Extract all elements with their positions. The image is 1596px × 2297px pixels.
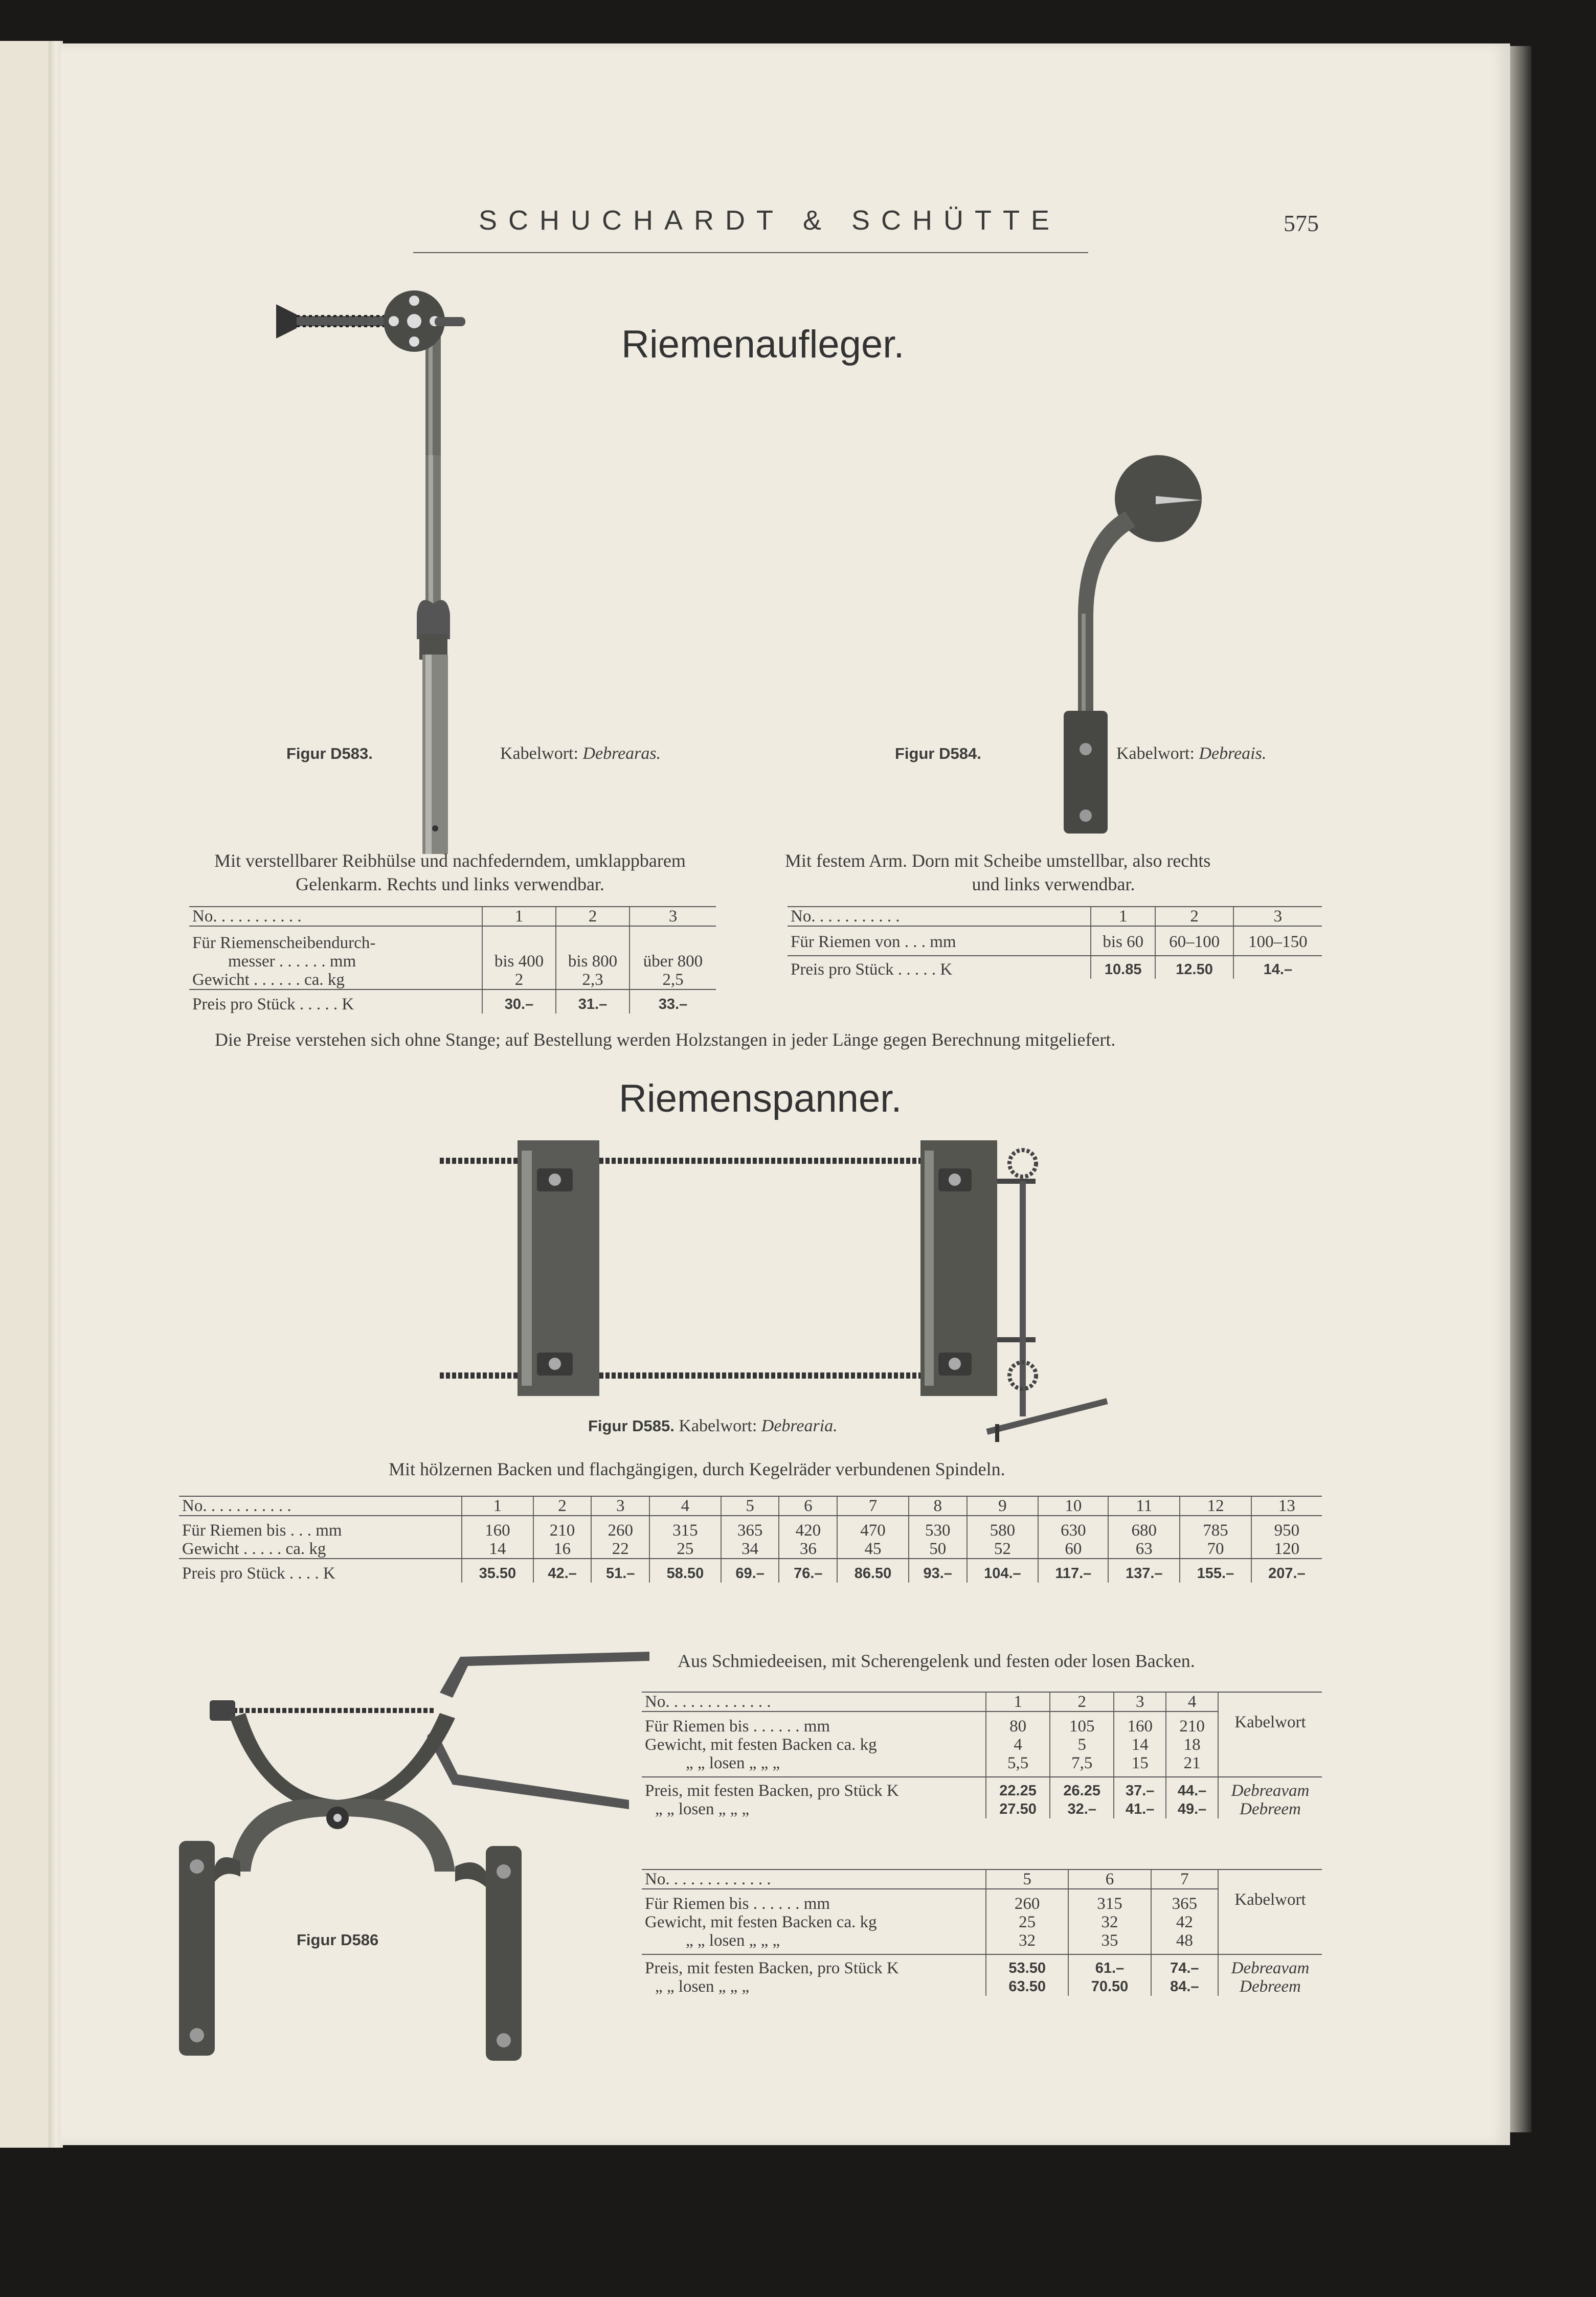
table-cell: 680 — [1108, 1516, 1180, 1540]
section-title-riemenaufleger: Riemenaufleger. — [621, 323, 905, 366]
table-cell: bis 400 — [482, 926, 556, 971]
price-cell: 69.– — [721, 1559, 779, 1583]
table-cell: über 800 — [630, 926, 716, 971]
figure-d586-label: Figur D586 — [297, 1931, 379, 1949]
price-cell: 51.– — [591, 1559, 649, 1583]
table-cell: 14 — [462, 1540, 533, 1559]
row-label: Preis pro Stück . . . . K — [182, 1564, 335, 1583]
price-cell: 12.50 — [1155, 956, 1233, 979]
table-cell: 315 — [649, 1516, 721, 1540]
cell-line: 365 — [1172, 1895, 1198, 1913]
price-cell: 10.85 — [1091, 956, 1155, 979]
table-cell: 2 — [556, 907, 630, 926]
figure-d586-caption — [297, 1930, 378, 1950]
price-cell: 93.– — [909, 1559, 967, 1583]
table-cell: 16 — [533, 1540, 592, 1559]
table-cell — [1166, 1712, 1218, 1777]
figure-d584-caption — [895, 744, 981, 763]
cell-line: 15 — [1131, 1754, 1149, 1772]
table-cell: 45 — [837, 1540, 909, 1559]
figure-d584-illustration — [1033, 450, 1207, 839]
figure-d584-kabelwort — [1116, 744, 1266, 763]
column-label: No. . . . . . . . . . . . . — [642, 1692, 986, 1712]
column-label: No. . . . . . . . . . . — [179, 1496, 462, 1516]
table-cell: 100–150 — [1233, 926, 1322, 956]
table-cell: 420 — [779, 1516, 837, 1540]
table-cell: 34 — [721, 1540, 779, 1559]
table-cell: 63 — [1108, 1540, 1180, 1559]
table-cell: 70 — [1180, 1540, 1251, 1559]
kabelwort-label: Kabelwort: — [679, 1416, 757, 1435]
page-number: 575 — [1284, 210, 1319, 236]
row-label-line: Für Riemen bis . . . . . . mm — [645, 1895, 830, 1913]
row-label: Gewicht . . . . . ca. kg — [179, 1540, 462, 1559]
table-cell: 210 — [533, 1516, 592, 1540]
table-row — [189, 926, 716, 971]
figure-d585-caption — [588, 1416, 838, 1436]
row-label-line: „ „ losen „ „ „ — [686, 1931, 780, 1950]
price-line: 26.25 — [1063, 1783, 1100, 1799]
kabelwort-cell — [1218, 1777, 1322, 1818]
row-label: Für Riemen bis . . . mm — [182, 1521, 342, 1540]
price-line: 37.– — [1125, 1783, 1155, 1799]
table-cell: 10 — [1038, 1496, 1108, 1516]
cell-line: 7,5 — [1071, 1754, 1093, 1772]
price-line: 44.– — [1177, 1783, 1207, 1799]
price-cell — [1068, 1954, 1151, 1996]
price-cell — [986, 1954, 1068, 1996]
table-cell: 8 — [909, 1496, 967, 1516]
kabelwort-value: Debrearas. — [582, 744, 661, 763]
kabelwort-header: Kabelwort — [1218, 1692, 1322, 1777]
table-header-row — [179, 1496, 1322, 1516]
price-cell: 155.– — [1180, 1559, 1251, 1583]
price-cell: 58.50 — [649, 1559, 721, 1583]
price-line: 22.25 — [999, 1783, 1037, 1799]
price-line: 84.– — [1170, 1978, 1199, 1995]
row-label-line: Gewicht, mit festen Backen ca. kg — [645, 1736, 877, 1754]
table-cell — [1151, 1889, 1218, 1954]
table-cell: 260 — [591, 1516, 649, 1540]
table-header-row — [788, 907, 1322, 926]
table-row — [788, 926, 1322, 956]
table-header-row — [642, 1870, 1322, 1889]
price-cell: 14.– — [1233, 956, 1322, 979]
table-cell: 3 — [591, 1496, 649, 1516]
cell-line: 32 — [1019, 1931, 1036, 1950]
description-line: Gelenkarm. Rechts und links verwendbar. — [296, 874, 604, 894]
price-cell — [1050, 1777, 1114, 1818]
table-cell: 530 — [909, 1516, 967, 1540]
row-label-line: „ „ losen „ „ „ — [655, 1800, 750, 1818]
figure-d585-label: Figur D585. — [588, 1417, 675, 1435]
kabelwort-line: Debreavam — [1231, 1782, 1310, 1800]
table-cell: 1 — [986, 1692, 1050, 1712]
header-rule — [413, 252, 1088, 253]
table-cell: 1 — [482, 907, 556, 926]
table-cell: 4 — [1166, 1692, 1218, 1712]
table-cell: bis 800 — [556, 926, 630, 971]
table-row — [189, 971, 716, 989]
table-cell: 25 — [649, 1540, 721, 1559]
table-price-row — [179, 1559, 1322, 1583]
table-cell: 5 — [986, 1870, 1068, 1889]
cell-line: 4 — [1014, 1736, 1022, 1754]
price-line: 61.– — [1095, 1960, 1125, 1976]
cell-line: 18 — [1183, 1736, 1201, 1754]
figure-d583-description — [176, 849, 724, 896]
cell-line: 315 — [1097, 1895, 1122, 1913]
price-line: 49.– — [1177, 1801, 1207, 1817]
row-label: Preis pro Stück . . . . . K — [791, 960, 953, 979]
cell-line: 35 — [1101, 1931, 1118, 1950]
table-cell — [986, 1712, 1050, 1777]
price-line: 63.50 — [1008, 1978, 1046, 1995]
table-cell: 6 — [779, 1496, 837, 1516]
price-cell: 86.50 — [837, 1559, 909, 1583]
kabelwort-value: Debrearia. — [761, 1416, 838, 1435]
table-cell — [1050, 1712, 1114, 1777]
table-cell: 2 — [1050, 1692, 1114, 1712]
table-d586-a — [642, 1692, 1322, 1818]
price-cell — [1151, 1954, 1218, 1996]
table-cell: 3 — [1114, 1692, 1166, 1712]
table-cell: 160 — [462, 1516, 533, 1540]
table-cell: 5 — [721, 1496, 779, 1516]
kabelwort-value: Debreais. — [1199, 744, 1267, 763]
kabelwort-header: Kabelwort — [1218, 1870, 1322, 1954]
row-label-line: Gewicht, mit festen Backen ca. kg — [645, 1913, 877, 1931]
row-label-line: messer . . . . . . mm — [228, 952, 356, 971]
kabelwort-label: Kabelwort: — [1116, 744, 1195, 763]
table-d584 — [788, 906, 1322, 979]
row-label-line: „ „ losen „ „ „ — [655, 1977, 750, 1996]
table-header-row — [189, 907, 716, 926]
table-d583 — [189, 906, 716, 1014]
price-note: Die Preise verstehen sich ohne Stange; auf Bestellung werden Holzstangen in jeder Länge gegen Berechnung mitgeliefert. — [215, 1029, 1116, 1050]
table-cell: 2 — [533, 1496, 592, 1516]
table-row — [179, 1516, 1322, 1540]
price-line: 32.– — [1067, 1801, 1096, 1817]
price-line: 41.– — [1125, 1801, 1155, 1817]
price-cell — [986, 1777, 1050, 1818]
table-cell: 365 — [721, 1516, 779, 1540]
row-label — [642, 1889, 986, 1954]
cell-line: 42 — [1176, 1913, 1193, 1931]
table-cell — [1114, 1712, 1166, 1777]
left-page-edge — [0, 41, 56, 2148]
cell-line: 21 — [1183, 1754, 1201, 1772]
row-label — [642, 1777, 986, 1818]
figure-d583-caption — [286, 744, 373, 763]
price-cell: 104.– — [967, 1559, 1039, 1583]
table-cell: 12 — [1180, 1496, 1251, 1516]
row-label: Preis pro Stück . . . . . K — [192, 995, 354, 1014]
row-label: Gewicht . . . . . . ca. kg — [189, 971, 482, 989]
cell-line: 105 — [1069, 1717, 1095, 1736]
figure-d583-kabelwort — [500, 744, 661, 763]
price-line: 74.– — [1170, 1960, 1199, 1976]
price-line: 27.50 — [999, 1801, 1037, 1817]
table-cell: 4 — [649, 1496, 721, 1516]
figure-d586-description: Aus Schmiedeeisen, mit Scherengelenk und festen oder losen Backen. — [678, 1651, 1195, 1671]
row-label — [642, 1954, 986, 1996]
price-line: 53.50 — [1008, 1960, 1046, 1976]
cell-line: 5 — [1077, 1736, 1086, 1754]
kabelwort-label: Kabelwort: — [500, 744, 578, 763]
table-header-row — [642, 1692, 1322, 1712]
table-d586-b — [642, 1869, 1322, 1996]
table-cell: 7 — [1151, 1870, 1218, 1889]
row-label-line: Für Riemen bis . . . . . . mm — [645, 1717, 830, 1736]
kabelwort-line: Debreavam — [1231, 1959, 1310, 1977]
table-cell: 1 — [462, 1496, 533, 1516]
cell-line: 5,5 — [1007, 1754, 1029, 1772]
figure-d583-illustration — [266, 276, 481, 854]
table-price-row — [642, 1777, 1322, 1818]
kabelwort-cell — [1218, 1954, 1322, 1996]
table-cell: 1 — [1091, 907, 1155, 926]
row-label — [642, 1712, 986, 1777]
table-cell: bis 60 — [1091, 926, 1155, 956]
table-cell: 2 — [482, 971, 556, 989]
figure-d585-description: Mit hölzernen Backen und flachgängigen, durch Kegelräder verbundenen Spindeln. — [389, 1459, 1005, 1479]
figure-d584-label: Figur D584. — [895, 745, 981, 762]
page-edge-shadow — [1510, 46, 1532, 2132]
price-cell: 30.– — [482, 989, 556, 1014]
table-cell: 470 — [837, 1516, 909, 1540]
table-cell: 11 — [1108, 1496, 1180, 1516]
table-cell: 580 — [967, 1516, 1039, 1540]
column-label: No. . . . . . . . . . . — [788, 907, 1091, 926]
table-cell: 630 — [1038, 1516, 1108, 1540]
table-cell: 2,5 — [630, 971, 716, 989]
price-cell: 207.– — [1251, 1559, 1322, 1583]
figure-d586-illustration — [169, 1636, 660, 2076]
price-cell: 33.– — [630, 989, 716, 1014]
table-cell: 6 — [1068, 1870, 1151, 1889]
row-label-line: Preis, mit festen Backen, pro Stück K — [645, 1782, 899, 1800]
price-cell: 31.– — [556, 989, 630, 1014]
table-cell: 2 — [1155, 907, 1233, 926]
row-label-line: Für Riemenscheibendurch- — [192, 934, 376, 952]
table-cell: 36 — [779, 1540, 837, 1559]
table-cell: 3 — [1233, 907, 1322, 926]
table-cell: 2,3 — [556, 971, 630, 989]
table-cell: 9 — [967, 1496, 1039, 1516]
running-header: SCHUCHARDT & SCHÜTTE — [478, 205, 1061, 236]
table-cell: 13 — [1251, 1496, 1322, 1516]
row-label-line: Preis, mit festen Backen, pro Stück K — [645, 1959, 899, 1977]
cell-line: 160 — [1127, 1717, 1153, 1736]
price-cell: 137.– — [1108, 1559, 1180, 1583]
table-d585 — [179, 1496, 1322, 1583]
column-label: No. . . . . . . . . . . . . — [642, 1870, 986, 1889]
table-cell: 50 — [909, 1540, 967, 1559]
row-label — [189, 926, 482, 971]
table-cell: 60 — [1038, 1540, 1108, 1559]
cell-line: 260 — [1014, 1895, 1040, 1913]
price-cell: 35.50 — [462, 1559, 533, 1583]
price-cell: 76.– — [779, 1559, 837, 1583]
row-label-line: „ „ losen „ „ „ — [686, 1754, 780, 1772]
table-cell: 120 — [1251, 1540, 1322, 1559]
table-cell: 785 — [1180, 1516, 1251, 1540]
table-row — [179, 1540, 1322, 1559]
section-title-riemenspanner: Riemenspanner. — [619, 1077, 902, 1120]
price-line: 70.50 — [1091, 1978, 1129, 1995]
price-cell — [1114, 1777, 1166, 1818]
price-cell: 42.– — [533, 1559, 592, 1583]
table-cell: 52 — [967, 1540, 1039, 1559]
table-price-row — [642, 1954, 1322, 1996]
cell-line: 14 — [1131, 1736, 1149, 1754]
table-cell: 3 — [630, 907, 716, 926]
description-line: und links verwendbar. — [972, 874, 1135, 894]
cell-line: 25 — [1019, 1913, 1036, 1931]
cell-line: 48 — [1176, 1931, 1193, 1950]
table-cell: 7 — [837, 1496, 909, 1516]
description-line: Mit festem Arm. Dorn mit Scheibe umstellbar, also rechts — [785, 850, 1211, 871]
price-cell: 117.– — [1038, 1559, 1108, 1583]
table-price-row — [788, 956, 1322, 979]
table-cell: 22 — [591, 1540, 649, 1559]
price-cell — [1166, 1777, 1218, 1818]
cell-line: 80 — [1009, 1717, 1027, 1736]
kabelwort-line: Debreem — [1240, 1800, 1301, 1818]
table-cell: 950 — [1251, 1516, 1322, 1540]
table-cell: 60–100 — [1155, 926, 1233, 956]
description-line: Mit verstellbarer Reibhülse und nachfederndem, umklappbarem — [214, 850, 686, 871]
figure-d584-description — [785, 849, 1322, 896]
figure-d583-label: Figur D583. — [286, 745, 373, 762]
table-price-row — [189, 989, 716, 1014]
table-cell — [1068, 1889, 1151, 1954]
row-label: Für Riemen von . . . mm — [788, 926, 1091, 956]
column-label: No. . . . . . . . . . . — [189, 907, 482, 926]
cell-line: 210 — [1179, 1717, 1205, 1736]
figure-d585-illustration — [435, 1130, 1115, 1457]
cell-line: 32 — [1101, 1913, 1118, 1931]
kabelwort-line: Debreem — [1240, 1977, 1301, 1996]
table-cell — [986, 1889, 1068, 1954]
